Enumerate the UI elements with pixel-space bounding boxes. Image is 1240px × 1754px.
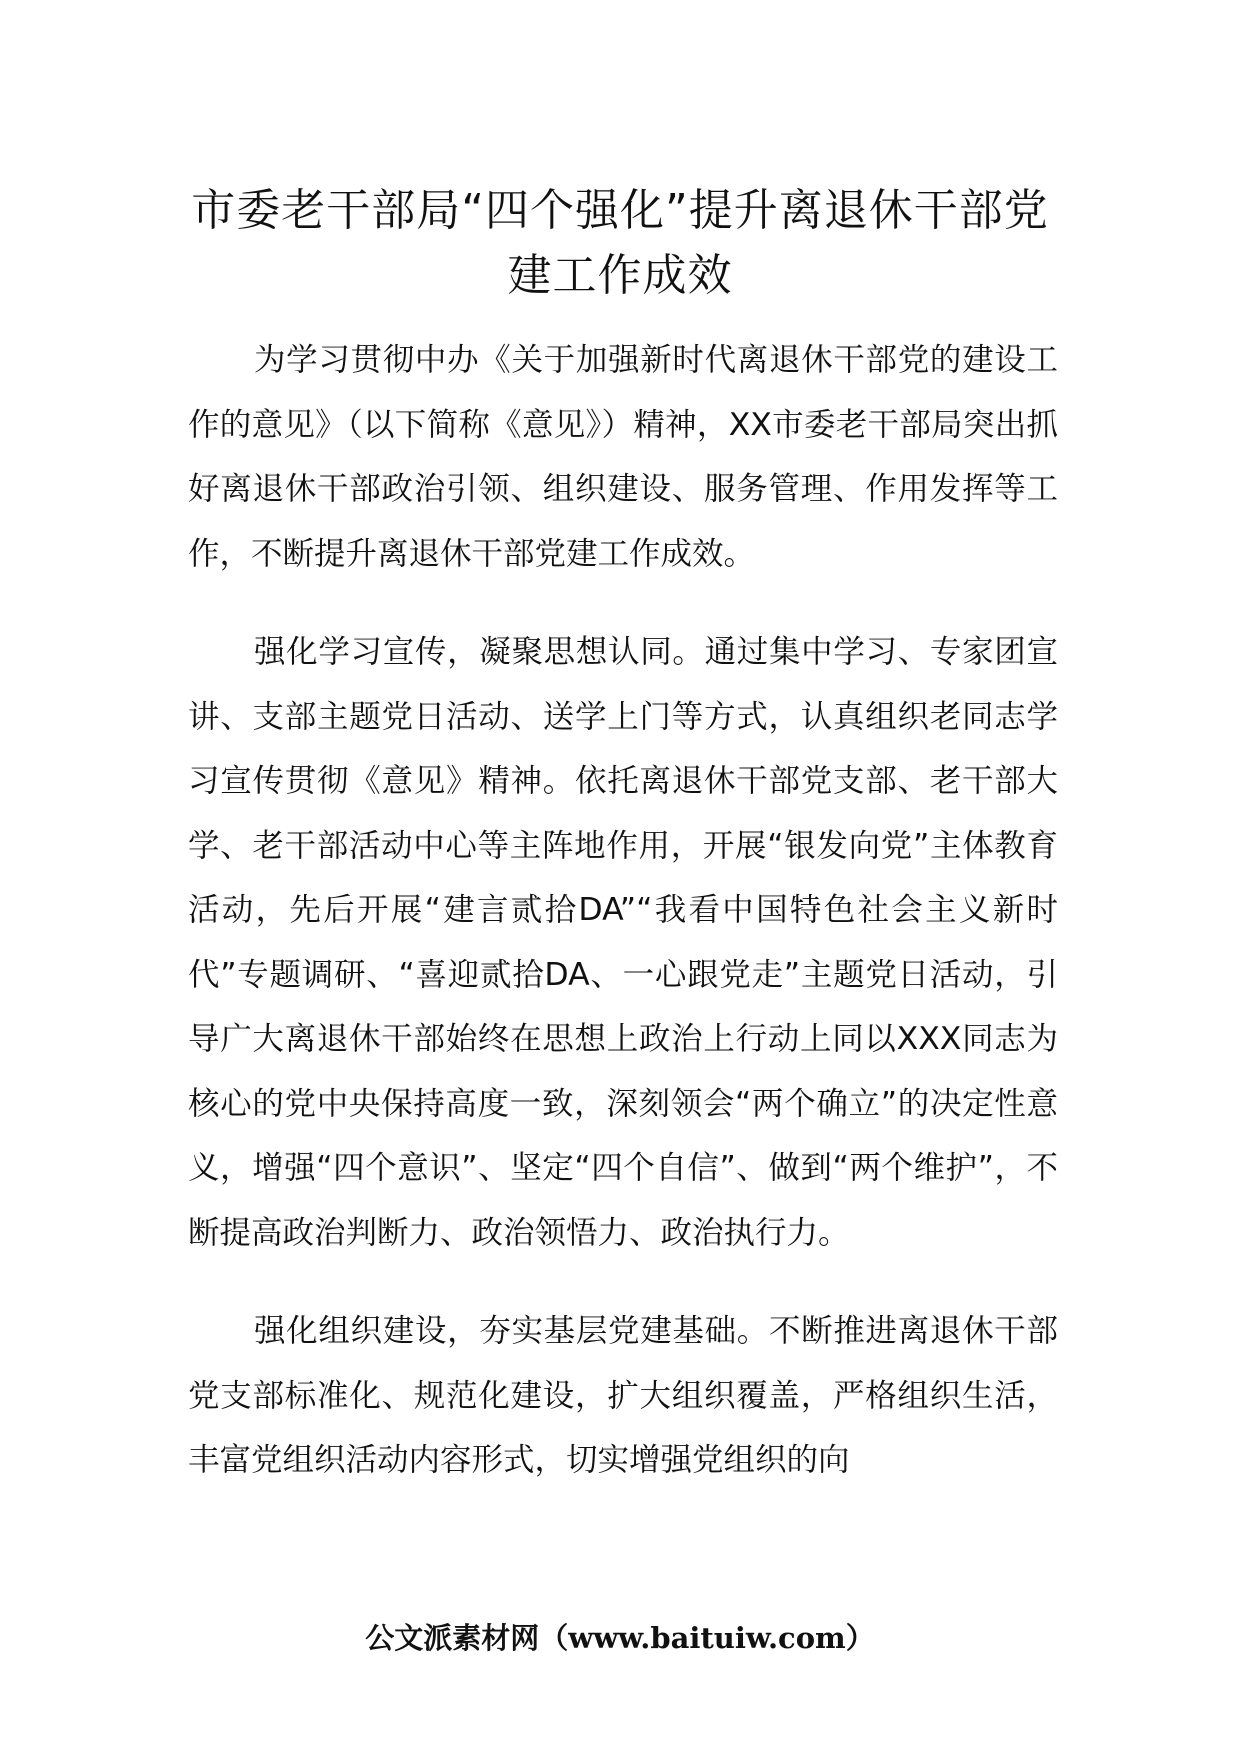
source-footer: 公文派素材网（www.baituiw.com） — [365, 1621, 875, 1655]
paragraph-organization: 强化组织建设，夯实基层党建基础。不断推进离退休干部党支部标准化、规范化建设，扩大组织覆盖，严格组织生活，丰富党组织活动内容形式，切实增强党组织的向 — [188, 1313, 1058, 1478]
document-body — [188, 328, 1058, 1527]
document-title: 市委老干部局“四个强化”提升离退休干部党建工作成效 — [191, 185, 1049, 301]
paragraph-intro: 为学习贯彻中办《关于加强新时代离退休干部党的建设工作的意见》（以下简称《意见》）精神，XX市委老干部局突出抓好离退休干部政治引领、组织建设、服务管理、作用发挥等工作，不断提升离退休干部党建工作成效。 — [188, 342, 1058, 572]
paragraph-study-promotion: 强化学习宣传，凝聚思想认同。通过集中学习、专家团宣讲、支部主题党日活动、送学上门等方式，认真组织老同志学习宣传贯彻《意见》精神。依托离退休干部党支部、老干部大学、老干部活动中心等主阵地作用，开展“银发向党”主体教育活动，先后开展“建言贰拾DA”“我看中国特色社会主义新时代”专题调研、“喜迎贰拾DA、一心跟党走”主题党日活动，引导广大离退休干部始终在思想上政治上行动上同以XXX同志为核心的党中央保持高度一致，深刻领会“两个确立”的决定性意义，增强“四个意识”、坚定“四个自信”、做到“两个维护”，不断提高政治判断力、政治领悟力、政治执行力。 — [188, 634, 1058, 1251]
